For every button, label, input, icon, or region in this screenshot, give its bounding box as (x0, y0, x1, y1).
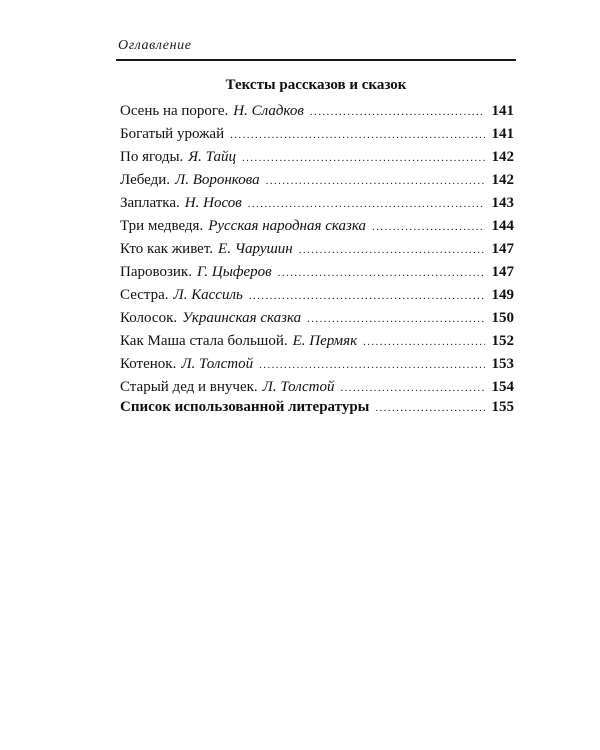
toc-entry (120, 330, 514, 353)
entry-page-number: 154 (491, 379, 514, 395)
entry-page-number: 143 (491, 195, 514, 211)
toc-entry (120, 123, 514, 146)
dot-leader (307, 308, 485, 331)
entry-author: Украинская сказка (182, 310, 302, 326)
dot-leader (249, 285, 485, 308)
bibliography-title: Список использованной литературы (120, 399, 370, 415)
toc-entry (120, 100, 514, 123)
entry-title: Паровозик. (120, 264, 192, 280)
entry-author: Н. Сладков (233, 103, 304, 119)
toc-entry (120, 146, 514, 169)
entry-title: Сестра. (120, 287, 169, 303)
entry-page-number: 150 (491, 310, 514, 326)
entry-page-number: 149 (491, 287, 514, 303)
dot-leader (310, 101, 485, 124)
entry-page-number: 147 (491, 241, 514, 257)
entry-title: Лебеди. (120, 172, 171, 188)
dot-leader (278, 262, 485, 285)
entry-page-number: 153 (491, 356, 514, 372)
entry-author: Е. Чарушин (218, 241, 293, 257)
entry-author: Л. Кассиль (173, 287, 243, 303)
entry-page-number: 141 (491, 126, 514, 142)
toc-list (120, 100, 514, 399)
dot-leader (363, 331, 485, 354)
bibliography-page-number: 155 (491, 399, 514, 415)
toc-entry (120, 307, 514, 330)
dot-leader (248, 193, 485, 216)
entry-title: Заплатка. (120, 195, 180, 211)
entry-page-number: 152 (491, 333, 514, 349)
header-rule (116, 59, 516, 61)
entry-page-number: 142 (491, 149, 514, 165)
dot-leader (375, 397, 485, 420)
entry-author: Русская народная сказка (208, 218, 366, 234)
entry-author: Г. Цыферов (196, 264, 272, 280)
toc-entry (120, 215, 514, 238)
dot-leader (230, 124, 485, 147)
entry-title: Котенок. (120, 356, 177, 372)
entry-page-number: 147 (491, 264, 514, 280)
entry-title: Кто как живет. (120, 241, 214, 257)
entry-author: Л. Толстой (262, 379, 335, 395)
entry-title: Как Маша стала большой. (120, 333, 288, 349)
entry-title: Три медведя. (120, 218, 204, 234)
running-head: Оглавление (118, 38, 192, 53)
toc-entry (120, 261, 514, 284)
bibliography-entry (120, 396, 514, 419)
section-title: Тексты рассказов и сказок (225, 77, 407, 93)
entry-author: Я. Тайц (188, 149, 236, 165)
dot-leader (372, 216, 485, 239)
entry-title: Колосок. (120, 310, 178, 326)
toc-entry (120, 353, 514, 376)
dot-leader (299, 239, 485, 262)
toc-entry (120, 192, 514, 215)
toc-entry (120, 238, 514, 261)
entry-page-number: 141 (491, 103, 514, 119)
toc-entry (120, 169, 514, 192)
dot-leader (242, 147, 485, 170)
entry-title: По ягоды. (120, 149, 184, 165)
dot-leader (259, 354, 485, 377)
entry-author: Л. Толстой (181, 356, 254, 372)
entry-author: Н. Носов (184, 195, 242, 211)
entry-author: Е. Пермяк (292, 333, 358, 349)
dot-leader (266, 170, 485, 193)
entry-title: Богатый урожай (120, 126, 225, 142)
entry-author: Л. Воронкова (175, 172, 260, 188)
entry-title: Осень на пороге. (120, 103, 229, 119)
entry-page-number: 142 (491, 172, 514, 188)
entry-title: Старый дед и внучек. (120, 379, 258, 395)
entry-page-number: 144 (491, 218, 514, 234)
toc-entry (120, 284, 514, 307)
